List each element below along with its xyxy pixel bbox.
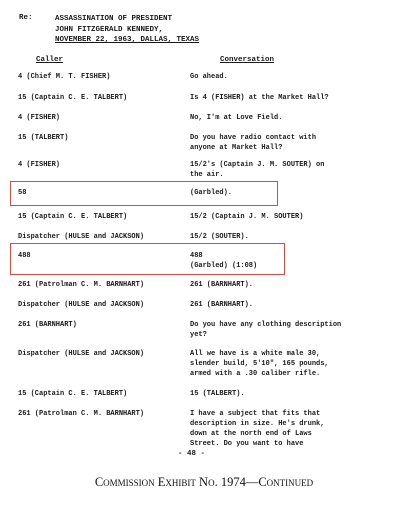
page-number: - 48 - [178, 450, 206, 458]
caller-cell: 261 (Patrolman C. M. BARNHART) [18, 281, 145, 289]
subject-line-2: JOHN FITZGERALD KENNEDY, [55, 25, 164, 34]
conversation-cell: 488 (Garbled) (1:08) [190, 252, 258, 270]
caller-column-header: Caller [36, 56, 64, 64]
exhibit-title [0, 475, 408, 490]
caller-cell: 15 (Captain C. E. TALBERT) [18, 213, 128, 221]
re-label: Re: [19, 14, 33, 22]
caller-cell: 4 (Chief M. T. FISHER) [18, 73, 111, 81]
subject-line-1: ASSASSINATION OF PRESIDENT [55, 15, 173, 23]
conversation-cell: No, I'm at Love Field. [190, 114, 283, 122]
conversation-cell: Go ahead. [190, 73, 228, 81]
caller-cell: 15 (Captain C. E. TALBERT) [18, 94, 128, 102]
conversation-cell: (Garbled). [190, 189, 233, 197]
caller-cell: 15 (Captain C. E. TALBERT) [18, 390, 128, 398]
conversation-cell: 15/2 (Captain J. M. SOUTER) [190, 213, 304, 221]
conversation-cell: 261 (BARNHART). [190, 281, 254, 289]
caller-cell: Dispatcher (HULSE and JACKSON) [18, 350, 145, 358]
conversation-cell: 15/2's (Captain J. M. SOUTER) on the air. [190, 161, 325, 179]
conversation-cell: Is 4 (FISHER) at the Market Hall? [190, 94, 329, 102]
conversation-cell: Do you have any clothing description yet? [190, 321, 342, 339]
caller-cell: Dispatcher (HULSE and JACKSON) [18, 233, 145, 241]
conversation-cell: 15/2 (SOUTER). [190, 233, 249, 241]
subject-heading [55, 14, 199, 46]
conversation-cell: 261 (BARNHART). [190, 301, 254, 309]
caller-cell: 4 (FISHER) [18, 114, 61, 122]
exhibit-title-text: Commission Exhibit No. 1974—Continued [94, 475, 314, 489]
caller-cell: 261 (BARNHART) [18, 321, 77, 329]
conversation-cell: All we have is a white male 30, slender build, 5'10", 165 pounds, armed with a .30 caliber rifle. [190, 350, 329, 378]
caller-cell: 488 [18, 252, 31, 260]
conversation-cell: Do you have radio contact with anyone at Market Hall? [190, 134, 317, 152]
caller-cell: 4 (FISHER) [18, 161, 61, 169]
conversation-column-header: Conversation [220, 56, 275, 64]
conversation-cell: 15 (TALBERT). [190, 390, 245, 398]
caller-cell: 58 [18, 189, 27, 197]
caller-cell: Dispatcher (HULSE and JACKSON) [18, 301, 145, 309]
caller-cell: 15 (TALBERT) [18, 134, 69, 142]
caller-cell: 261 (Patrolman C. M. BARNHART) [18, 410, 145, 418]
conversation-cell: I have a subject that fits that description in size. He's drunk, down at the north end of Laws Street. Do you want to have [190, 410, 325, 448]
subject-line-3: NOVEMBER 22, 1963, DALLAS, TEXAS [55, 36, 200, 44]
